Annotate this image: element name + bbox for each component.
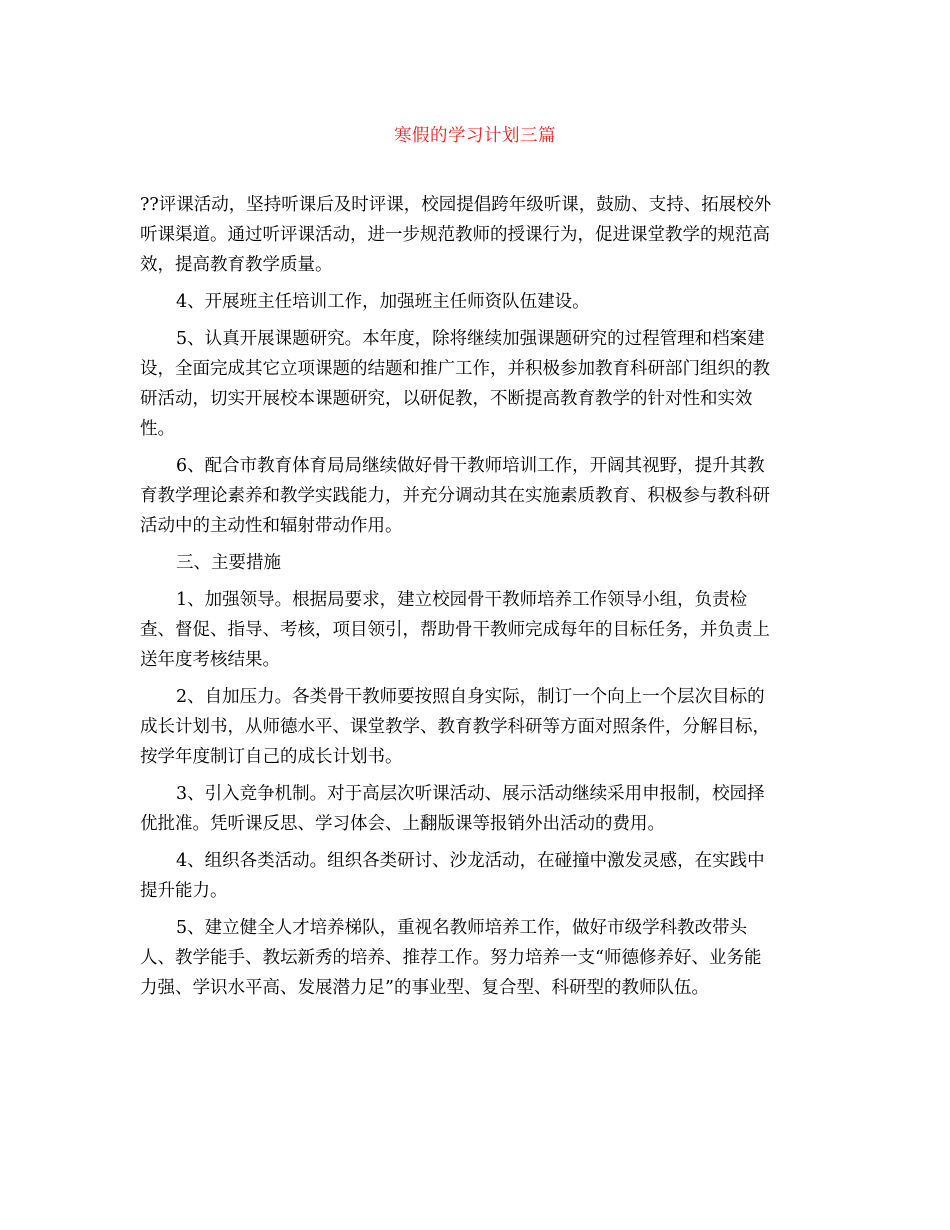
paragraph — [140, 682, 812, 772]
text-line: 活动中的主动性和辐射带动作用。 — [140, 516, 403, 536]
paragraph — [140, 451, 812, 541]
paragraph — [140, 190, 812, 280]
text-line: 查、督促、指导、考核，项目领引，帮助骨干教师完成每年的目标任务，并负责上 — [140, 620, 770, 640]
text-line: 性。 — [140, 419, 175, 439]
text-line: 5、认真开展课题研究。本年度，除将继续加强课题研究的过程管理和档案建 — [176, 329, 765, 349]
document-title: 寒假的学习计划三篇 — [394, 126, 556, 146]
text-line: 优批准。凭听课反思、学习体会、上翻版课等报销外出活动的费用。 — [140, 814, 665, 834]
text-line: 听课渠道。通过听评课活动，进一步规范教师的授课行为，促进课堂教学的规范高 — [140, 225, 770, 245]
paragraph — [140, 913, 812, 1003]
text-line: 力强、学识水平高、发展潜力足”的事业型、复合型、科研型的教师队伍。 — [140, 978, 709, 998]
text-line: 6、配合市教育体育局局继续做好骨干教师培训工作，开阔其视野，提升其教 — [176, 456, 765, 476]
document-body — [140, 190, 812, 1010]
text-line: 设，全面完成其它立项课题的结题和推广工作，并积极参加教育科研部门组织的教 — [140, 359, 770, 379]
text-line: 成长计划书，从师德水平、课堂教学、教育教学科研等方面对照条件，分解目标， — [140, 717, 770, 737]
text-line: 送年度考核结果。 — [140, 650, 280, 670]
paragraph — [140, 846, 812, 906]
paragraph — [140, 548, 812, 578]
text-line: 提升能力。 — [140, 881, 228, 901]
text-line: 4、组织各类活动。组织各类研讨、沙龙活动，在碰撞中激发灵感，在实践中 — [176, 851, 765, 871]
text-line: 5、建立健全人才培养梯队，重视名教师培养工作，做好市级学科教改带头 — [176, 918, 748, 938]
text-line: 4、开展班主任培训工作，加强班主任师资队伍建设。 — [176, 292, 590, 312]
text-line: ??评课活动，坚持听课后及时评课，校园提倡跨年级听课，鼓励、支持、拓展校外 — [140, 195, 772, 215]
paragraph — [140, 324, 812, 444]
text-line: 3、引入竞争机制。对于高层次听课活动、展示活动继续采用申报制，校园择 — [176, 784, 765, 804]
paragraph — [140, 585, 812, 675]
text-line: 按学年度制订自己的成长计划书。 — [140, 747, 403, 767]
paragraph — [140, 779, 812, 839]
text-line: 人、教学能手、教坛新秀的培养、推荐工作。努力培养一支“师德修养好、业务能 — [140, 948, 762, 968]
paragraph — [140, 287, 812, 317]
text-line: 效，提高教育教学质量。 — [140, 255, 333, 275]
text-line: 三、主要措施 — [176, 553, 281, 573]
text-line: 研活动，切实开展校本课题研究，以研促教，不断提高教育教学的针对性和实效 — [140, 389, 753, 409]
text-line: 2、自加压力。各类骨干教师要按照自身实际，制订一个向上一个层次目标的 — [176, 687, 765, 707]
text-line: 1、加强领导。根据局要求，建立校园骨干教师培养工作领导小组，负责检 — [176, 590, 748, 610]
text-line: 育教学理论素养和教学实践能力，并充分调动其在实施素质教育、积极参与教科研 — [140, 486, 770, 506]
